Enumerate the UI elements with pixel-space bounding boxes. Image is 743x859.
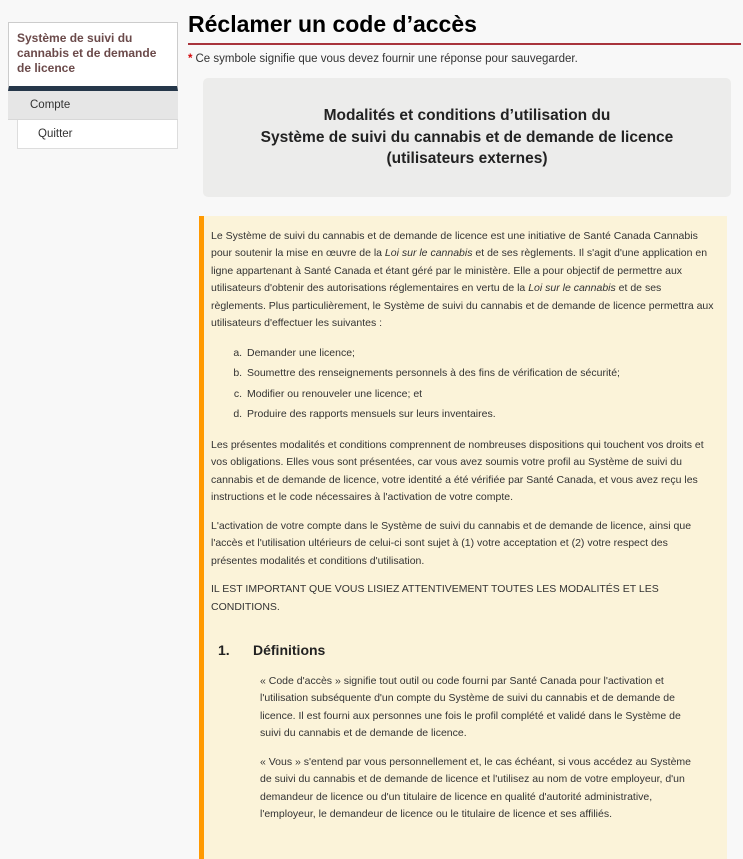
sidebar-item-label: Compte: [30, 99, 71, 111]
page-title: Réclamer un code d’accès: [188, 10, 741, 45]
sidebar-title: Système de suivi du cannabis et de demande de licence: [8, 22, 178, 91]
terms-title-line: (utilisateurs externes): [386, 150, 548, 167]
terms-title-line: Modalités et conditions d’utilisation du: [323, 107, 611, 124]
required-asterisk-icon: *: [188, 53, 193, 65]
section-number: 1.: [218, 642, 230, 658]
terms-conditions-box: [199, 216, 727, 859]
section-paragraph: « Code d'accès » signifie tout outil ou code fourni par Santé Canada pour l'activation et l'utilisation subséquente d'un compte du Système de suivi du cannabis et de demande de licence. Il est fourni aux personnes une fois le profil complété et validé dans le Système de suivi du cannabis et de demande de licence.: [260, 674, 681, 739]
required-note: [188, 53, 741, 65]
section-heading: Définitions: [253, 642, 326, 658]
section-paragraph: « Vous » s'entend par vous personnellement et, le cas échéant, si vous accédez au Système de suivi du cannabis et de demande de licence et l'utilisez au nom de votre employeur, d'un demandeur de licence ou d'un titulaire de licence en qualité d'autorité administrative, l'employeur, le demandeur de licence ou le titulaire de licence et ses affiliés.: [260, 755, 692, 820]
list-item: b. Soumettre des renseignements personnels à des fins de vérification de sécurité;: [245, 365, 714, 383]
sidebar: [8, 22, 178, 149]
sidebar-item-quitter[interactable]: [17, 120, 178, 149]
terms-paragraph: L'activation de votre compte dans le Système de suivi du cannabis et de demande de licence, ainsi que l'accès et l'utilisation ultérieurs de celui-ci sont sujet à (1) votre acceptation et (2) votre respect des présentes modalités et conditions d'utilisation.: [211, 519, 692, 567]
required-note-text: Ce symbole signifie que vous devez fournir une réponse pour sauvegarder.: [195, 53, 578, 65]
section-header: [211, 642, 714, 660]
main-content: [188, 0, 741, 859]
sidebar-nav: [8, 91, 178, 149]
section-body: [260, 673, 700, 824]
list-item: d. Produire des rapports mensuels sur leurs inventaires.: [245, 406, 714, 424]
terms-section-definitions: [211, 642, 714, 824]
terms-intro-paragraph: Le Système de suivi du cannabis et de demande de licence est une initiative de Santé Canada Cannabis pour soutenir la mise en œuvre de la Loi sur le cannabis et de ses règlements. Il s'agit d'une application en ligne appartenant à Santé Canada et étant géré par le ministère. Elle a pour objectif de permettre aux utilisateurs d'obtenir des autorisations réglementaires en vertu de la Loi sur le cannabis et de ses règlements. Plus particulièrement, le Système de suivi du cannabis et de demande de licence permettra aux utilisateurs d'effectuer les suivantes :: [211, 229, 714, 329]
terms-capabilities-list: [211, 345, 714, 424]
terms-paragraph-important: IL EST IMPORTANT QUE VOUS LISIEZ ATTENTIVEMENT TOUTES LES MODALITÉS ET LES CONDITIONS.: [211, 583, 659, 613]
terms-paragraph: Les présentes modalités et conditions comprennent de nombreuses dispositions qui touchent vos droits et vos obligations. Elles vous sont présentées, car vous avez soumis votre profil au Système de suivi du cannabis et de demande de licence, votre identité a été vérifiée par Santé Canada, et vous avez reçu les instructions et le code nécessaires à l'activation de votre compte.: [211, 438, 704, 503]
sidebar-item-label: Quitter: [38, 128, 73, 140]
list-item: c. Modifier ou renouveler une licence; et: [245, 386, 714, 404]
list-item: a. Demander une licence;: [245, 345, 714, 363]
terms-title-line: Système de suivi du cannabis et de demande de licence: [260, 128, 674, 146]
sidebar-item-compte[interactable]: [8, 91, 178, 120]
terms-title-box: [203, 78, 731, 197]
